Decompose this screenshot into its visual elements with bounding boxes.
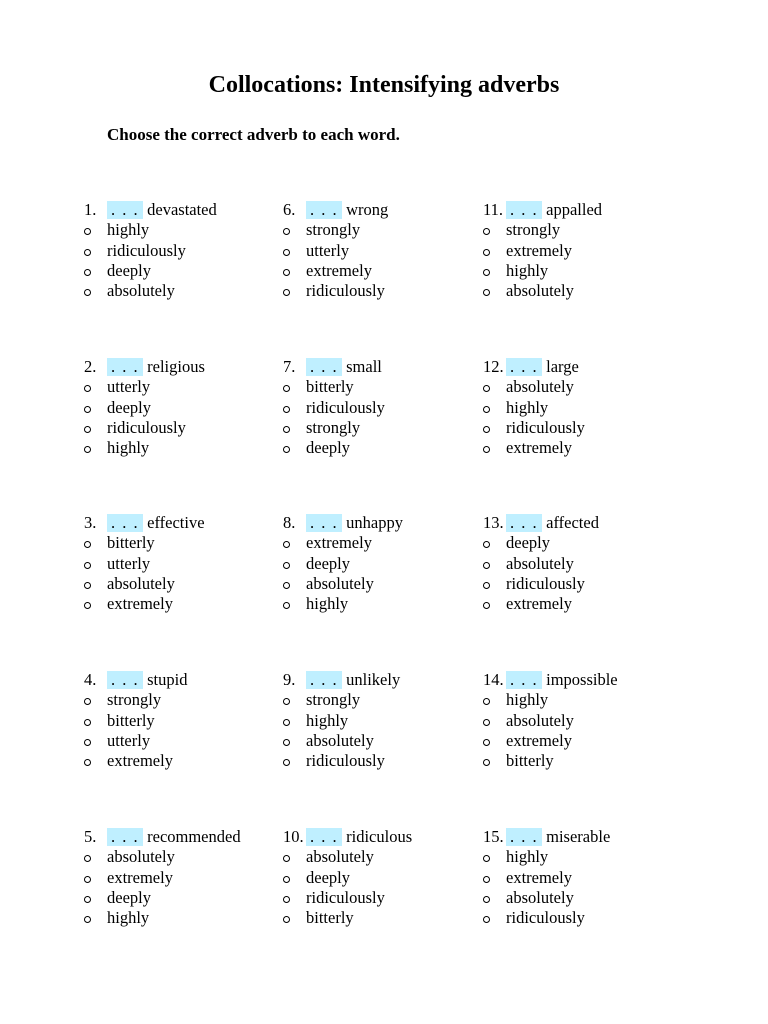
answer-option[interactable] (483, 594, 673, 614)
circle-bullet-icon (483, 562, 490, 569)
option-label: absolutely (306, 730, 374, 750)
circle-bullet-icon (84, 426, 91, 433)
option-label: extremely (306, 260, 372, 280)
answer-option[interactable] (283, 731, 473, 751)
answer-option[interactable] (84, 731, 274, 751)
circle-bullet-icon (84, 916, 91, 923)
question-item (483, 670, 673, 771)
question-item (283, 513, 473, 614)
answer-option[interactable] (483, 868, 673, 888)
option-label: strongly (306, 417, 361, 437)
circle-bullet-icon (84, 855, 91, 862)
circle-bullet-icon (84, 541, 91, 548)
question-number: 4. (84, 670, 97, 689)
answer-blank[interactable]: . . . (306, 201, 342, 219)
answer-blank[interactable]: . . . (107, 828, 143, 846)
answer-option[interactable] (283, 554, 473, 574)
question-number: 6. (283, 200, 296, 219)
question-header (283, 513, 473, 533)
option-label: extremely (306, 533, 372, 553)
answer-option[interactable] (84, 220, 274, 240)
question-item (84, 357, 274, 458)
question-header (84, 200, 274, 220)
answer-option[interactable] (84, 438, 274, 458)
circle-bullet-icon (483, 289, 490, 296)
answer-option[interactable] (84, 281, 274, 301)
question-item (84, 827, 274, 928)
question-header (84, 357, 274, 377)
answer-option[interactable] (283, 261, 473, 281)
option-label: highly (306, 594, 349, 614)
answer-option[interactable] (84, 868, 274, 888)
option-label: highly (306, 710, 349, 730)
circle-bullet-icon (283, 739, 290, 746)
circle-bullet-icon (84, 719, 91, 726)
answer-option[interactable] (483, 847, 673, 867)
circle-bullet-icon (483, 602, 490, 609)
question-header (483, 513, 673, 533)
question-header (84, 670, 274, 690)
option-label: bitterly (107, 533, 155, 553)
option-label: absolutely (506, 553, 574, 573)
question-number: 13. (483, 513, 504, 532)
option-label: strongly (306, 690, 361, 710)
circle-bullet-icon (84, 602, 91, 609)
circle-bullet-icon (483, 896, 490, 903)
circle-bullet-icon (84, 228, 91, 235)
answer-option[interactable] (483, 574, 673, 594)
answer-blank[interactable]: . . . (306, 828, 342, 846)
circle-bullet-icon (283, 719, 290, 726)
answer-option[interactable] (483, 731, 673, 751)
option-label: extremely (107, 751, 173, 771)
option-label: ridiculously (506, 417, 585, 437)
answer-option[interactable] (283, 868, 473, 888)
question-number: 11. (483, 200, 504, 219)
circle-bullet-icon (84, 289, 91, 296)
question-number: 8. (283, 513, 296, 532)
question-word: unlikely (346, 670, 401, 689)
question-number: 3. (84, 513, 97, 532)
question-word: recommended (147, 827, 241, 846)
option-label: absolutely (306, 573, 374, 593)
option-label: absolutely (107, 847, 175, 867)
circle-bullet-icon (84, 876, 91, 883)
option-label: bitterly (107, 710, 155, 730)
circle-bullet-icon (283, 582, 290, 589)
question-number: 9. (283, 670, 296, 689)
question-word: devastated (147, 200, 217, 219)
option-label: ridiculously (506, 573, 585, 593)
circle-bullet-icon (283, 289, 290, 296)
option-label: absolutely (107, 281, 175, 301)
answer-option[interactable] (283, 220, 473, 240)
circle-bullet-icon (283, 406, 290, 413)
option-label: bitterly (506, 751, 554, 771)
answer-blank[interactable]: . . . (107, 358, 143, 376)
question-word: effective (147, 513, 205, 532)
question-number: 12. (483, 357, 504, 376)
answer-option[interactable] (483, 908, 673, 928)
circle-bullet-icon (483, 698, 490, 705)
answer-option[interactable] (483, 220, 673, 240)
option-label: highly (506, 690, 549, 710)
page-title: Collocations: Intensifying adverbs (208, 72, 560, 98)
answer-option[interactable] (283, 241, 473, 261)
instructions: Choose the correct adverb to each word. (107, 125, 400, 144)
question-item (283, 827, 473, 928)
option-label: highly (506, 847, 549, 867)
option-label: utterly (107, 730, 151, 750)
circle-bullet-icon (283, 228, 290, 235)
question-header (483, 357, 673, 377)
option-label: absolutely (506, 281, 574, 301)
option-label: deeply (107, 397, 151, 417)
option-label: absolutely (506, 887, 574, 907)
circle-bullet-icon (483, 759, 490, 766)
circle-bullet-icon (483, 855, 490, 862)
answer-blank[interactable]: . . . (506, 671, 542, 689)
question-word: affected (546, 513, 599, 532)
circle-bullet-icon (84, 385, 91, 392)
option-label: highly (107, 438, 150, 458)
answer-option[interactable] (84, 261, 274, 281)
question-item (483, 357, 673, 458)
circle-bullet-icon (483, 446, 490, 453)
question-number: 10. (283, 827, 304, 846)
answer-option[interactable] (283, 281, 473, 301)
answer-option[interactable] (84, 690, 274, 710)
answer-option[interactable] (84, 908, 274, 928)
answer-option[interactable] (483, 241, 673, 261)
option-label: extremely (506, 594, 572, 614)
answer-option[interactable] (483, 554, 673, 574)
circle-bullet-icon (283, 698, 290, 705)
answer-option[interactable] (483, 377, 673, 397)
answer-option[interactable] (84, 377, 274, 397)
circle-bullet-icon (483, 228, 490, 235)
answer-blank[interactable]: . . . (107, 671, 143, 689)
question-header (283, 827, 473, 847)
question-word: wrong (346, 200, 389, 219)
question-number: 1. (84, 200, 97, 219)
answer-option[interactable] (84, 533, 274, 553)
option-label: ridiculously (506, 908, 585, 928)
answer-option[interactable] (283, 690, 473, 710)
question-item (84, 513, 274, 614)
question-word: appalled (546, 200, 603, 219)
option-label: bitterly (306, 377, 354, 397)
circle-bullet-icon (283, 249, 290, 256)
circle-bullet-icon (283, 896, 290, 903)
question-word: religious (147, 357, 205, 376)
question-word: large (546, 357, 579, 376)
question-number: 2. (84, 357, 97, 376)
circle-bullet-icon (283, 759, 290, 766)
circle-bullet-icon (483, 739, 490, 746)
circle-bullet-icon (283, 562, 290, 569)
circle-bullet-icon (84, 562, 91, 569)
question-number: 15. (483, 827, 504, 846)
option-label: ridiculously (107, 240, 186, 260)
circle-bullet-icon (483, 916, 490, 923)
answer-option[interactable] (483, 751, 673, 771)
question-header (283, 357, 473, 377)
answer-option[interactable] (84, 418, 274, 438)
answer-option[interactable] (283, 847, 473, 867)
answer-option[interactable] (283, 888, 473, 908)
answer-option[interactable] (283, 574, 473, 594)
circle-bullet-icon (283, 602, 290, 609)
question-word: ridiculous (346, 827, 413, 846)
answer-option[interactable] (283, 711, 473, 731)
answer-blank[interactable]: . . . (506, 358, 542, 376)
question-word: impossible (546, 670, 618, 689)
answer-option[interactable] (483, 398, 673, 418)
option-label: utterly (107, 377, 151, 397)
circle-bullet-icon (84, 896, 91, 903)
circle-bullet-icon (483, 876, 490, 883)
answer-option[interactable] (283, 377, 473, 397)
circle-bullet-icon (84, 739, 91, 746)
circle-bullet-icon (483, 541, 490, 548)
circle-bullet-icon (84, 269, 91, 276)
circle-bullet-icon (84, 759, 91, 766)
option-label: highly (107, 908, 150, 928)
option-label: extremely (506, 867, 572, 887)
circle-bullet-icon (84, 249, 91, 256)
answer-blank[interactable]: . . . (306, 671, 342, 689)
answer-blank[interactable]: . . . (306, 514, 342, 532)
option-label: deeply (506, 533, 550, 553)
answer-option[interactable] (483, 281, 673, 301)
circle-bullet-icon (483, 269, 490, 276)
answer-option[interactable] (283, 398, 473, 418)
option-label: extremely (506, 438, 572, 458)
question-item (84, 200, 274, 301)
option-label: extremely (107, 594, 173, 614)
circle-bullet-icon (84, 406, 91, 413)
option-label: ridiculously (306, 397, 385, 417)
circle-bullet-icon (483, 249, 490, 256)
option-label: extremely (506, 240, 572, 260)
question-header (84, 513, 274, 533)
question-item (283, 357, 473, 458)
option-label: absolutely (506, 710, 574, 730)
question-header (84, 827, 274, 847)
option-label: highly (506, 260, 549, 280)
answer-option[interactable] (84, 574, 274, 594)
option-label: deeply (306, 867, 350, 887)
question-header (283, 670, 473, 690)
option-label: bitterly (306, 908, 354, 928)
option-label: absolutely (506, 377, 574, 397)
option-label: highly (506, 397, 549, 417)
circle-bullet-icon (483, 719, 490, 726)
circle-bullet-icon (483, 426, 490, 433)
answer-option[interactable] (84, 751, 274, 771)
option-label: absolutely (107, 573, 175, 593)
question-word: miserable (546, 827, 611, 846)
question-header (483, 200, 673, 220)
question-item (483, 513, 673, 614)
answer-blank[interactable]: . . . (107, 201, 143, 219)
answer-option[interactable] (84, 594, 274, 614)
answer-option[interactable] (483, 533, 673, 553)
answer-option[interactable] (283, 751, 473, 771)
option-label: extremely (506, 730, 572, 750)
answer-option[interactable] (283, 418, 473, 438)
question-word: unhappy (346, 513, 403, 532)
option-label: strongly (506, 220, 561, 240)
circle-bullet-icon (283, 541, 290, 548)
option-label: deeply (306, 553, 350, 573)
option-label: absolutely (306, 847, 374, 867)
circle-bullet-icon (283, 876, 290, 883)
circle-bullet-icon (283, 446, 290, 453)
option-label: deeply (306, 438, 350, 458)
answer-blank[interactable]: . . . (107, 514, 143, 532)
option-label: deeply (107, 887, 151, 907)
answer-option[interactable] (84, 554, 274, 574)
option-label: deeply (107, 260, 151, 280)
answer-option[interactable] (483, 418, 673, 438)
option-label: strongly (107, 690, 162, 710)
answer-blank[interactable]: . . . (506, 514, 542, 532)
question-item (84, 670, 274, 771)
option-label: ridiculously (107, 417, 186, 437)
answer-option[interactable] (483, 711, 673, 731)
question-word: small (346, 357, 382, 376)
question-header (483, 670, 673, 690)
answer-option[interactable] (84, 888, 274, 908)
answer-option[interactable] (483, 888, 673, 908)
question-item (483, 200, 673, 301)
circle-bullet-icon (84, 698, 91, 705)
option-label: ridiculously (306, 751, 385, 771)
answer-option[interactable] (483, 438, 673, 458)
answer-option[interactable] (84, 711, 274, 731)
answer-blank[interactable]: . . . (506, 201, 542, 219)
answer-option[interactable] (84, 847, 274, 867)
circle-bullet-icon (283, 426, 290, 433)
option-label: utterly (107, 553, 151, 573)
circle-bullet-icon (283, 269, 290, 276)
circle-bullet-icon (483, 385, 490, 392)
question-item (283, 670, 473, 771)
circle-bullet-icon (483, 406, 490, 413)
option-label: extremely (107, 867, 173, 887)
question-item (483, 827, 673, 928)
circle-bullet-icon (84, 446, 91, 453)
question-number: 7. (283, 357, 296, 376)
circle-bullet-icon (84, 582, 91, 589)
answer-option[interactable] (283, 594, 473, 614)
question-number: 14. (483, 670, 504, 689)
answer-option[interactable] (483, 261, 673, 281)
circle-bullet-icon (283, 855, 290, 862)
circle-bullet-icon (483, 582, 490, 589)
option-label: utterly (306, 240, 350, 260)
circle-bullet-icon (283, 916, 290, 923)
question-header (483, 827, 673, 847)
answer-option[interactable] (283, 533, 473, 553)
option-label: strongly (306, 220, 361, 240)
option-label: ridiculously (306, 281, 385, 301)
question-item (283, 200, 473, 301)
question-word: stupid (147, 670, 188, 689)
question-number: 5. (84, 827, 97, 846)
answer-option[interactable] (283, 908, 473, 928)
answer-option[interactable] (84, 398, 274, 418)
option-label: ridiculously (306, 887, 385, 907)
answer-option[interactable] (283, 438, 473, 458)
option-label: highly (107, 220, 150, 240)
answer-option[interactable] (84, 241, 274, 261)
circle-bullet-icon (283, 385, 290, 392)
answer-blank[interactable]: . . . (306, 358, 342, 376)
answer-option[interactable] (483, 690, 673, 710)
question-header (283, 200, 473, 220)
answer-blank[interactable]: . . . (506, 828, 542, 846)
